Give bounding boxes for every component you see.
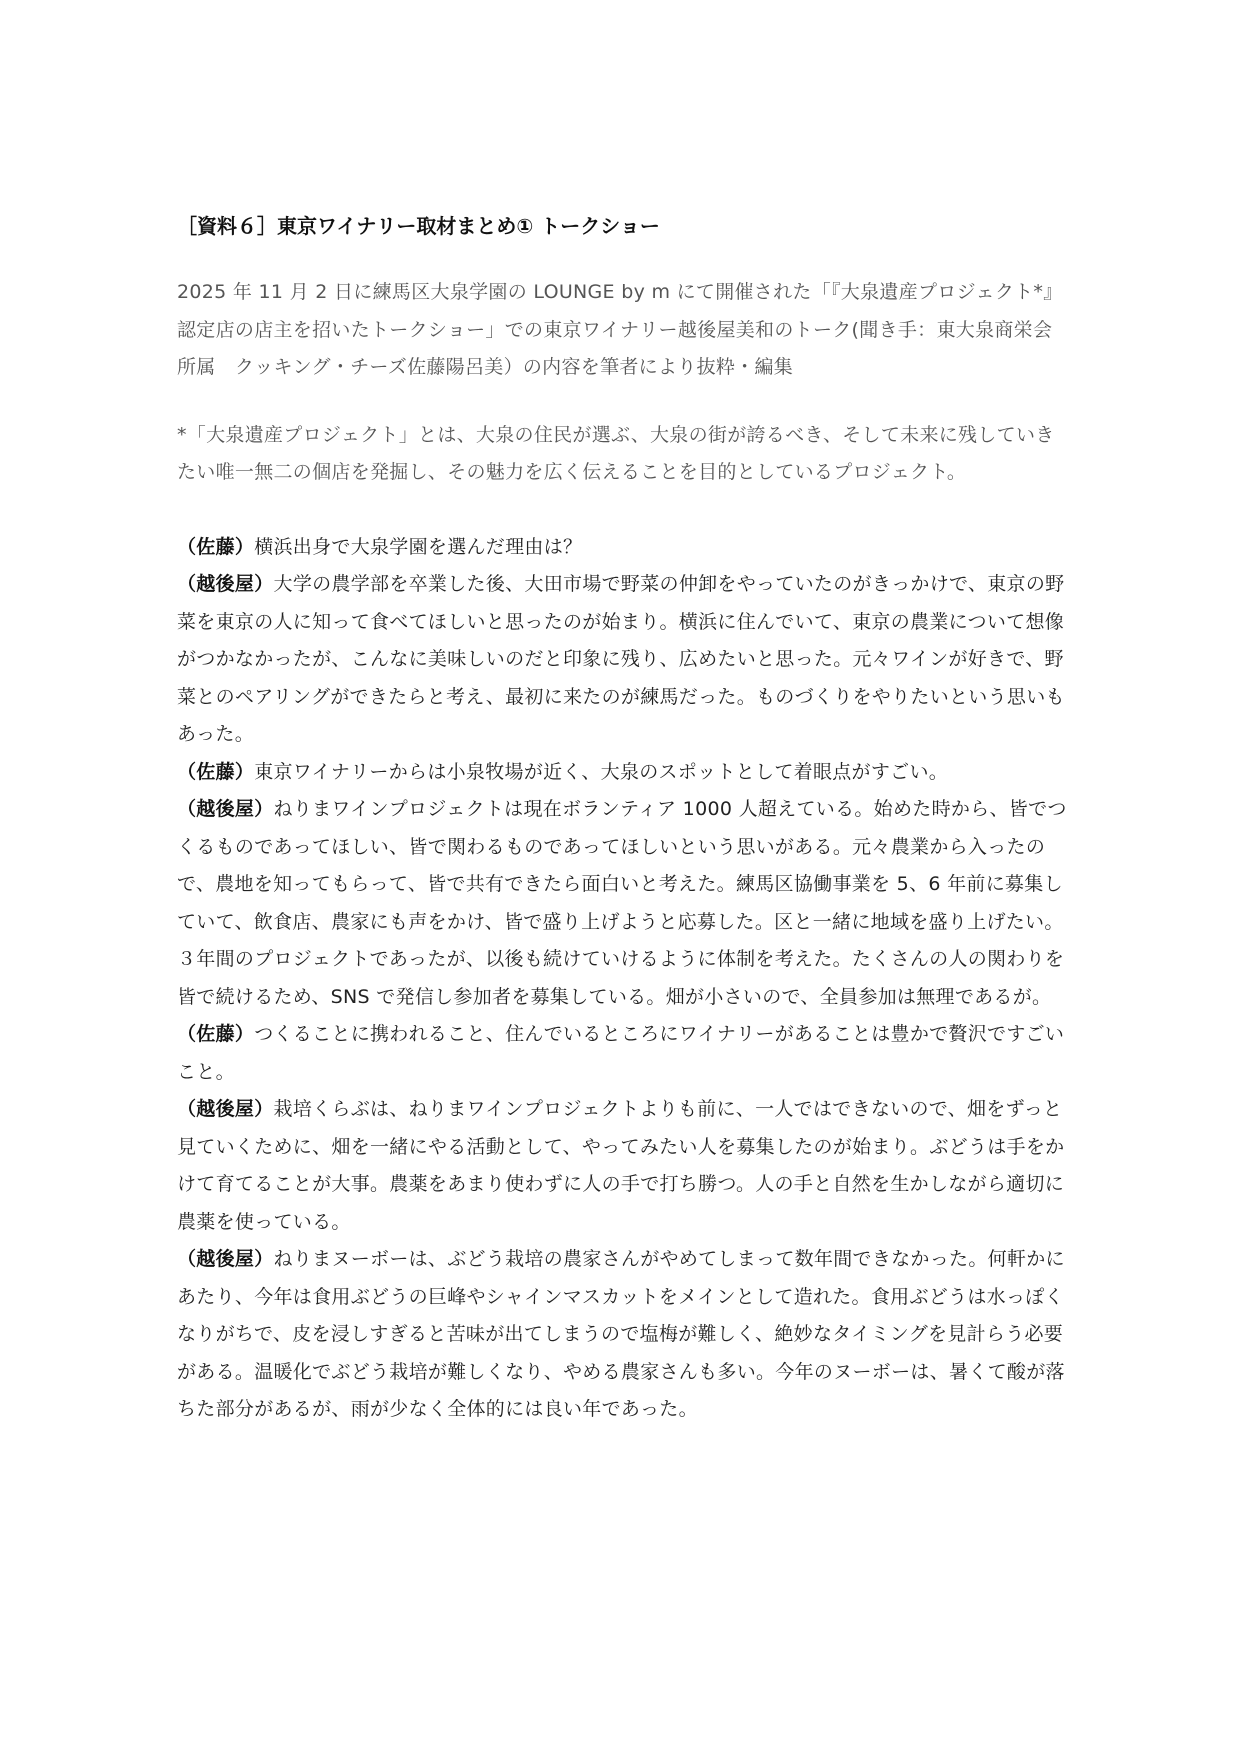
dialogue-turn <box>177 1241 1067 1429</box>
speaker-label: （越後屋） <box>177 1098 274 1120</box>
speaker-label: （越後屋） <box>177 798 274 820</box>
speech-text: 横浜出身で大泉学園を選んだ理由は？ <box>254 535 583 558</box>
speaker-label: （佐藤） <box>177 760 255 783</box>
footnote-paragraph: *「大泉遺産プロジェクト」とは、大泉の住民が選ぶ、大泉の街が誇るべき、そして未来に残していきたい唯一無二の個店を発掘し、その魅力を広く伝えることを目的としているプロジェクト。 <box>177 423 1055 483</box>
speaker-label: （佐藤） <box>177 1023 255 1045</box>
dialogue-turn <box>177 1016 1067 1091</box>
speech-text: 東京ワイナリーからは小泉牧場が近く、大泉のスポットとして着眼点がすごい。 <box>254 760 949 783</box>
dialogue-turn <box>177 1091 1067 1241</box>
speaker-label: （佐藤） <box>177 535 255 558</box>
dialogue-turn <box>177 791 1067 1016</box>
document-title: ［資料６］東京ワイナリー取材まとめ① トークショー <box>177 214 660 238</box>
speaker-label: （越後屋） <box>177 1248 274 1270</box>
speech-text: つくることに携われること、住んでいるところにワイナリーがあることは豊かで贅沢ですごいこと。 <box>177 1023 1065 1083</box>
speech-text: 栽培くらぶは、ねりまワインプロジェクトよりも前に、一人ではできないので、畑をずっと見ていくために、畑を一緒にやる活動として、やってみたい人を募集したのが始まり。ぶどうは手をかけて育てることが大事。農薬をあまり使わずに人の手で打ち勝つ。人の手と自然を生かしながら適切に農薬を使っている。 <box>177 1098 1065 1233</box>
document-body <box>177 208 1067 1429</box>
dialogue-section <box>177 529 1067 1429</box>
intro-paragraph: 2025 年 11 月 2 日に練馬区大泉学園の LOUNGE by m にて開催された「『大泉遺産プロジェクト*』認定店の店主を招いたトークショー」での東京ワイナリー越後屋美和のトーク(聞き手：東大泉商栄会所属 クッキング・チーズ佐藤陽呂美）の内容を筆者により抜粋・編集 <box>177 281 1063 378</box>
dialogue-turn <box>177 529 1067 567</box>
dialogue-turn <box>177 754 1067 792</box>
speech-text: ねりまヌーボーは、ぶどう栽培の農家さんがやめてしまって数年間できなかった。何軒かにあたり、今年は食用ぶどうの巨峰やシャインマスカットをメインとして造れた。食用ぶどうは水っぽくなりがちで、皮を浸しすぎると苦味が出てしまうので塩梅が難しく、絶妙なタイミングを見計らう必要がある。温暖化でぶどう栽培が難しくなり、やめる農家さんも多い。今年のヌーボーは、暑くて酸が落ちた部分があるが、雨が少なく全体的には良い年であった。 <box>177 1248 1065 1420</box>
speech-text: 大学の農学部を卒業した後、大田市場で野菜の仲卸をやっていたのがきっかけで、東京の野菜を東京の人に知って食べてほしいと思ったのが始まり。横浜に住んでいて、東京の農業について想像がつかなかったが、こんなに美味しいのだと印象に残り、広めたいと思った。元々ワインが好きで、野菜とのペアリングができたらと考え、最初に来たのが練馬だった。ものづくりをやりたいという思いもあった。 <box>177 573 1065 745</box>
dialogue-turn <box>177 566 1067 754</box>
speech-text: ねりまワインプロジェクトは現在ボランティア 1000 人超えている。始めた時から、皆でつくるものであってほしい、皆で関わるものであってほしいという思いがある。元々農業から入ったので、農地を知ってもらって、皆で共有できたら面白いと考えた。練馬区協働事業を 5、6 年前に募集していて、飲食店、農家にも声をかけ、皆で盛り上げようと応募した。区と一緒に地域を盛り上げたい。３年間のプロジェクトであったが、以後も続けていけるように体制を考えた。たくさんの人の関わりを皆で続けるため、SNS で発信し参加者を募集している。畑が小さいので、全員参加は無理であるが。 <box>177 798 1067 1008</box>
speaker-label: （越後屋） <box>177 573 274 595</box>
